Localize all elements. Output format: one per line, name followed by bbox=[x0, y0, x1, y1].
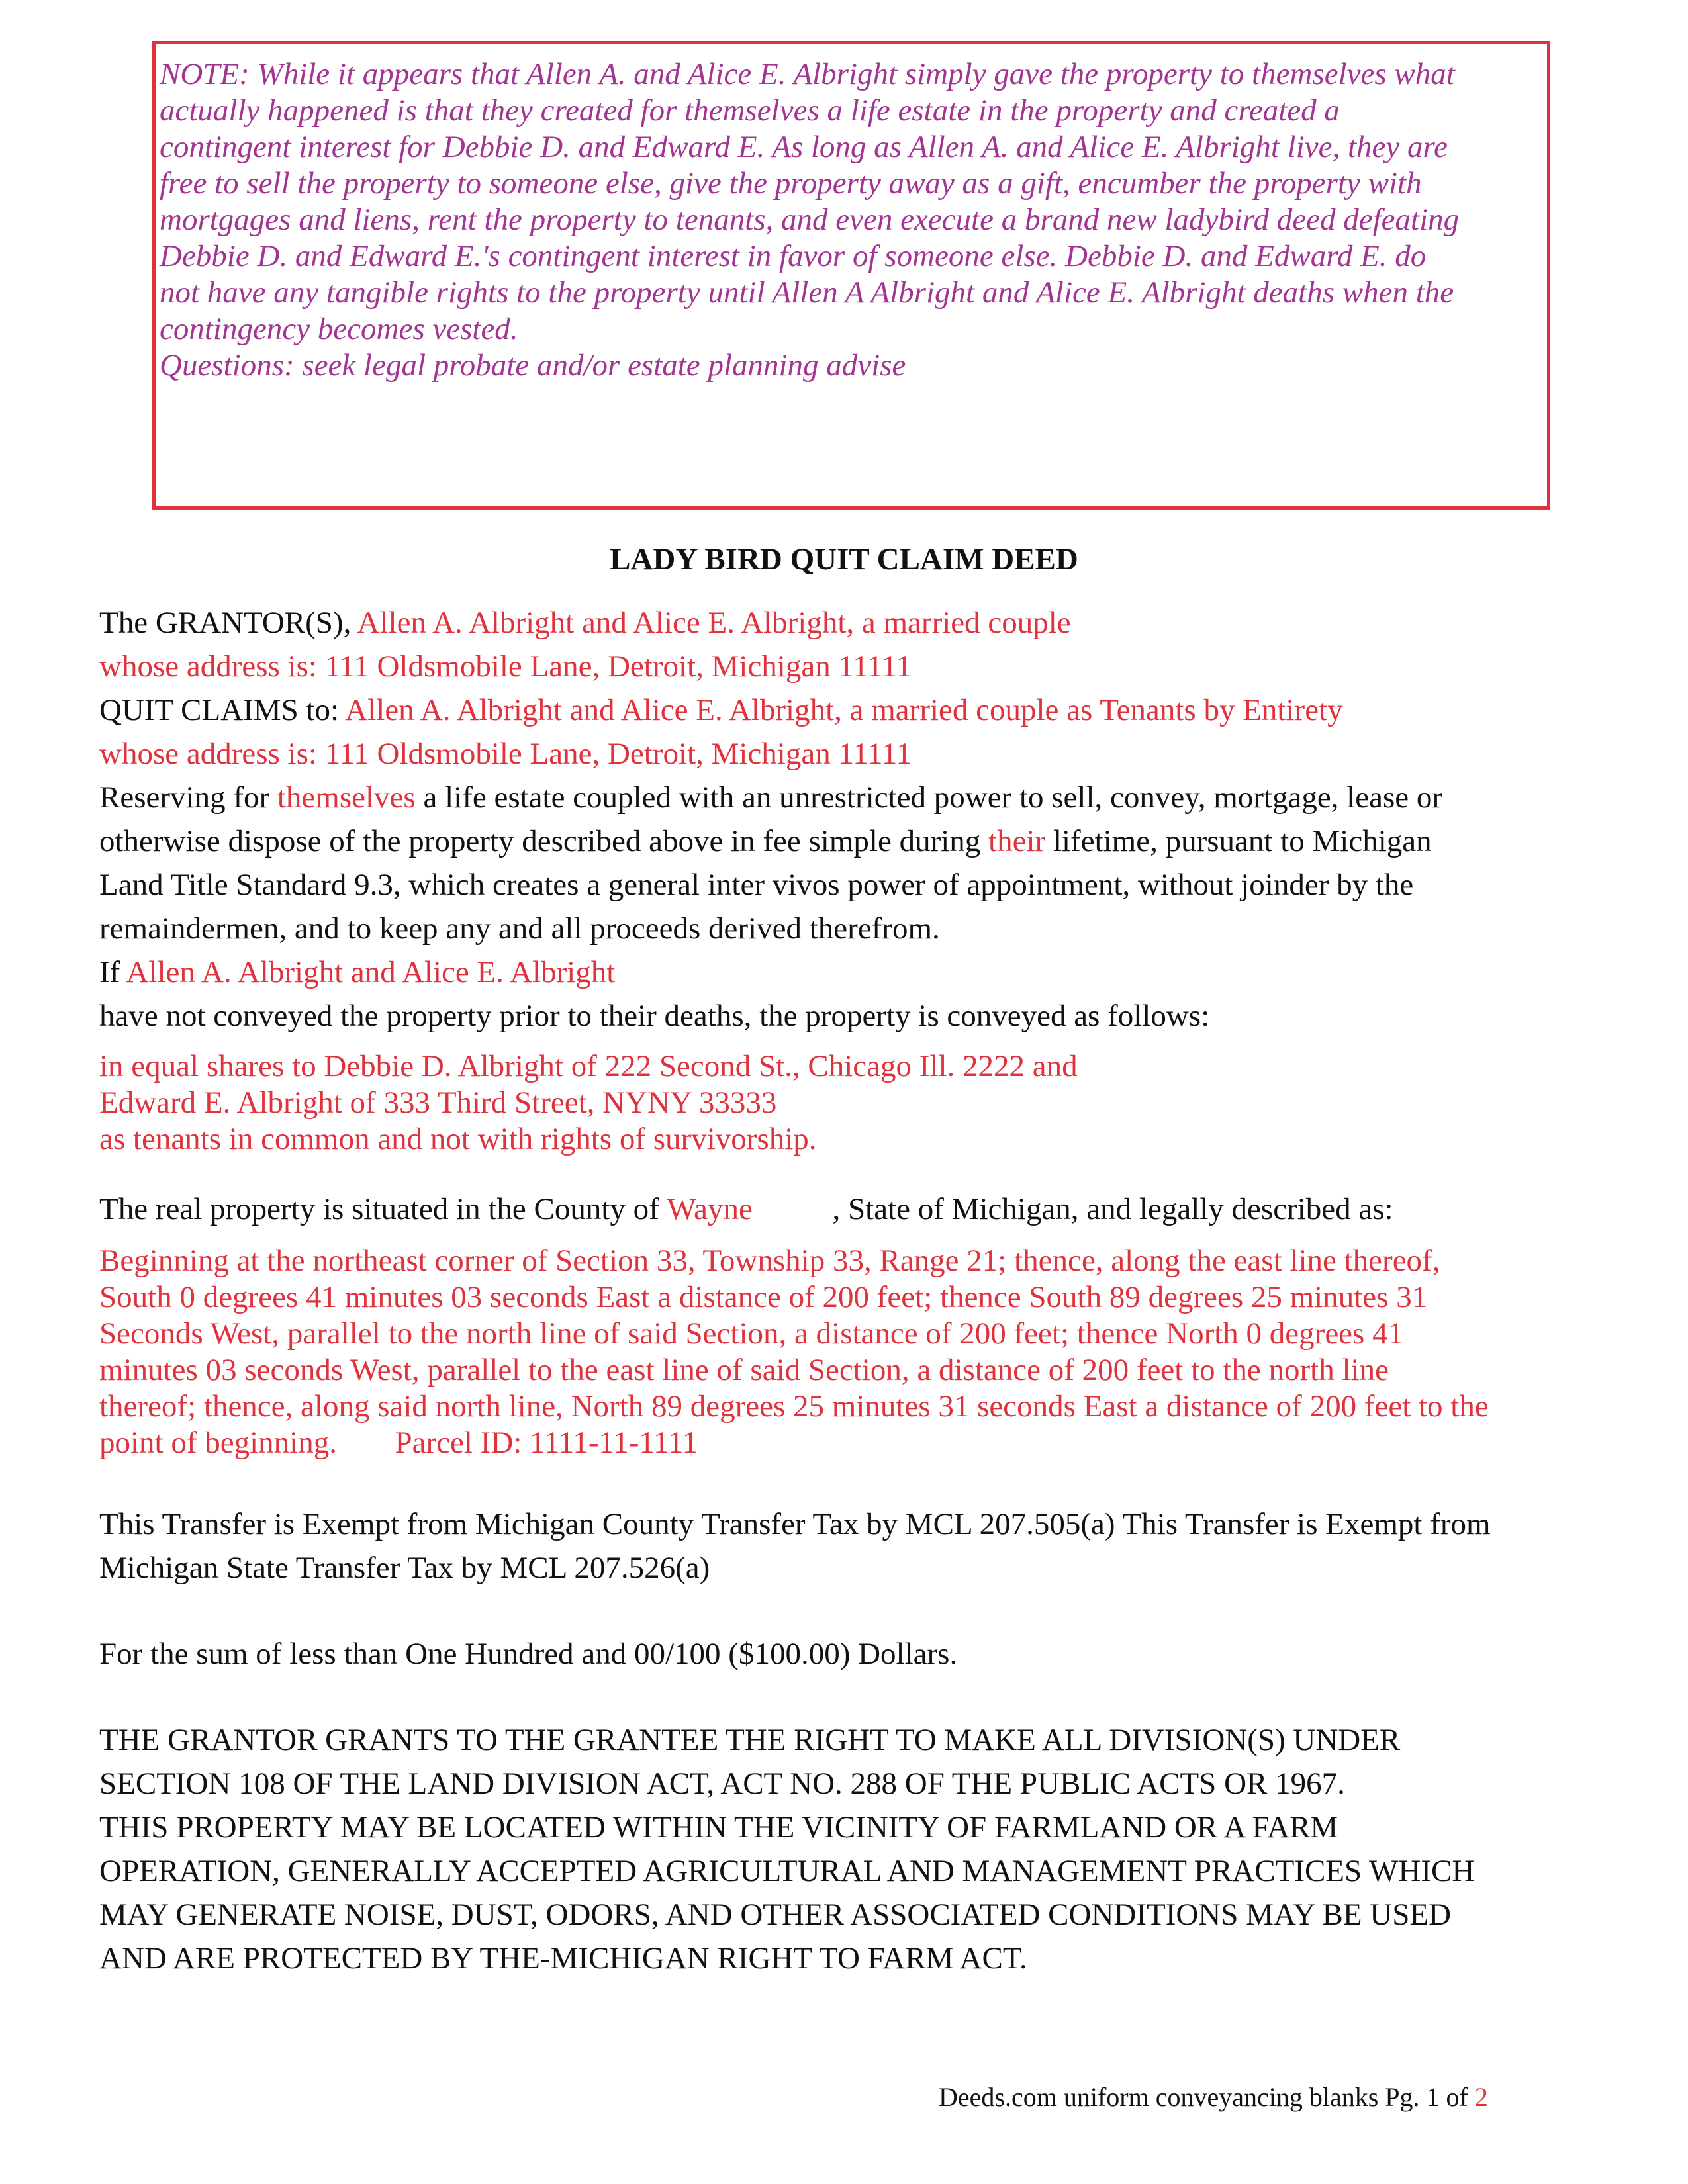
beneficiary-line: Edward E. Albright of 333 Third Street, NYNY 33333 bbox=[99, 1085, 777, 1120]
legal-line: thereof; thence, along said north line, North 89 degrees 25 minutes 31 seconds East a distance of 200 feet to the bbox=[99, 1389, 1489, 1424]
footer-total-pages: 2 bbox=[1474, 2082, 1488, 2112]
contingency-if-line bbox=[99, 950, 1595, 994]
contingency-if: If bbox=[99, 955, 120, 989]
reserving-line-3: Land Title Standard 9.3, which creates a general inter vivos power of appointment, without joinder by the bbox=[99, 868, 1414, 902]
footer-text: Deeds.com uniform conveyancing blanks Pg. 1 of bbox=[939, 2082, 1468, 2112]
legal-last: point of beginning. bbox=[99, 1426, 337, 1460]
reserving-their: their bbox=[988, 824, 1046, 858]
parcel-id: Parcel ID: 1111-11-1111 bbox=[395, 1426, 698, 1460]
reserving-text: a life estate coupled with an unrestricted power to sell, convey, mortgage, lease or bbox=[423, 780, 1443, 815]
note-line: contingency becomes vested. bbox=[160, 312, 518, 346]
legal-line-last bbox=[99, 1425, 1595, 1461]
caps-section bbox=[99, 1718, 1595, 1980]
exempt-line: This Transfer is Exempt from Michigan County Transfer Tax by MCL 207.505(a) This Transfer is Exempt from bbox=[99, 1507, 1491, 1541]
county-prefix: The real property is situated in the County of bbox=[99, 1192, 659, 1226]
document-title: LADY BIRD QUIT CLAIM DEED bbox=[610, 542, 1078, 576]
reserving-line-4: remaindermen, and to keep any and all proceeds derived therefrom. bbox=[99, 911, 940, 946]
note-line: actually happened is that they created for themselves a life estate in the property and created a bbox=[160, 93, 1340, 128]
grantee-label: QUIT CLAIMS to: bbox=[99, 693, 340, 727]
grantee-names: Allen A. Albright and Alice E. Albright, a married couple as Tenants by Entirety bbox=[345, 693, 1343, 727]
note-line: contingent interest for Debbie D. and Edward E. As long as Allen A. and Alice E. Albright live, they are bbox=[160, 130, 1448, 164]
legal-line: minutes 03 seconds West, parallel to the east line of said Section, a distance of 200 feet to the north line bbox=[99, 1353, 1389, 1387]
beneficiary-line: in equal shares to Debbie D. Albright of 222 Second St., Chicago Ill. 2222 and bbox=[99, 1049, 1078, 1083]
note-line: Debbie D. and Edward E.'s contingent interest in favor of someone else. Debbie D. and Edward E. do bbox=[160, 239, 1427, 273]
beneficiary-line: as tenants in common and not with rights of survivorship. bbox=[99, 1122, 817, 1156]
caps-line: THE GRANTOR GRANTS TO THE GRANTEE THE RIGHT TO MAKE ALL DIVISION(S) UNDER bbox=[99, 1723, 1401, 1757]
caps-line: THIS PROPERTY MAY BE LOCATED WITHIN THE VICINITY OF FARMLAND OR A FARM bbox=[99, 1810, 1338, 1844]
contingency-names: Allen A. Albright and Alice E. Albright bbox=[126, 955, 616, 989]
county-suffix: , State of Michigan, and legally described as: bbox=[832, 1192, 1393, 1226]
legal-line: South 0 degrees 41 minutes 03 seconds East a distance of 200 feet; thence South 89 degrees 25 minutes 31 bbox=[99, 1280, 1428, 1314]
caps-line: AND ARE PROTECTED BY THE-MICHIGAN RIGHT TO FARM ACT. bbox=[99, 1941, 1027, 1976]
reserving-line-1 bbox=[99, 776, 1595, 819]
legal-description bbox=[99, 1243, 1595, 1461]
caps-line: SECTION 108 OF THE LAND DIVISION ACT, ACT NO. 288 OF THE PUBLIC ACTS OR 1967. bbox=[99, 1766, 1345, 1801]
legal-line: Beginning at the northeast corner of Section 33, Township 33, Range 21; thence, along the east line thereof, bbox=[99, 1244, 1440, 1278]
reserving-who: themselves bbox=[277, 780, 416, 815]
county-value: Wayne bbox=[667, 1192, 753, 1226]
reserving-line-2 bbox=[99, 819, 1595, 863]
note-line: mortgages and liens, rent the property to tenants, and even execute a brand new ladybird deed defeating bbox=[160, 203, 1460, 237]
reserving-text: otherwise dispose of the property described above in fee simple during bbox=[99, 824, 981, 858]
legal-line: Seconds West, parallel to the north line of said Section, a distance of 200 feet; thence North 0 degrees 41 bbox=[99, 1316, 1404, 1351]
grantee-line bbox=[99, 688, 1595, 732]
conveyance-section bbox=[99, 601, 1595, 1038]
note-line: not have any tangible rights to the property until Allen A Albright and Alice E. Albright deaths when the bbox=[160, 275, 1454, 310]
caps-line: MAY GENERATE NOISE, DUST, ODORS, AND OTHER ASSOCIATED CONDITIONS MAY BE USED bbox=[99, 1897, 1452, 1932]
county-line bbox=[99, 1187, 1595, 1231]
caps-line: OPERATION, GENERALLY ACCEPTED AGRICULTURAL AND MANAGEMENT PRACTICES WHICH bbox=[99, 1854, 1475, 1888]
beneficiaries-section bbox=[99, 1048, 1595, 1158]
contingency-text: have not conveyed the property prior to their deaths, the property is conveyed as follows: bbox=[99, 999, 1210, 1033]
note-line: Questions: seek legal probate and/or estate planning advise bbox=[160, 348, 906, 383]
reserving-prefix: Reserving for bbox=[99, 780, 270, 815]
grantor-names: Allen A. Albright and Alice E. Albright, a married couple bbox=[357, 606, 1071, 640]
note-box bbox=[152, 41, 1550, 510]
grantee-address: whose address is: 111 Oldsmobile Lane, Detroit, Michigan 11111 bbox=[99, 737, 912, 771]
grantor-address: whose address is: 111 Oldsmobile Lane, Detroit, Michigan 11111 bbox=[99, 649, 912, 684]
grantor-line bbox=[99, 601, 1595, 645]
note-line: NOTE: While it appears that Allen A. and Alice E. Albright simply gave the property to themselves what bbox=[160, 57, 1455, 91]
grantor-label: The GRANTOR(S), bbox=[99, 606, 352, 640]
exempt-line: Michigan State Transfer Tax by MCL 207.526(a) bbox=[99, 1551, 710, 1585]
page-footer bbox=[939, 2081, 1488, 2113]
note-line: free to sell the property to someone else, give the property away as a gift, encumber the property with bbox=[160, 166, 1422, 201]
exempt-section bbox=[99, 1502, 1595, 1590]
reserving-text: lifetime, pursuant to Michigan bbox=[1053, 824, 1432, 858]
consideration: For the sum of less than One Hundred and 00/100 ($100.00) Dollars. bbox=[99, 1637, 958, 1671]
